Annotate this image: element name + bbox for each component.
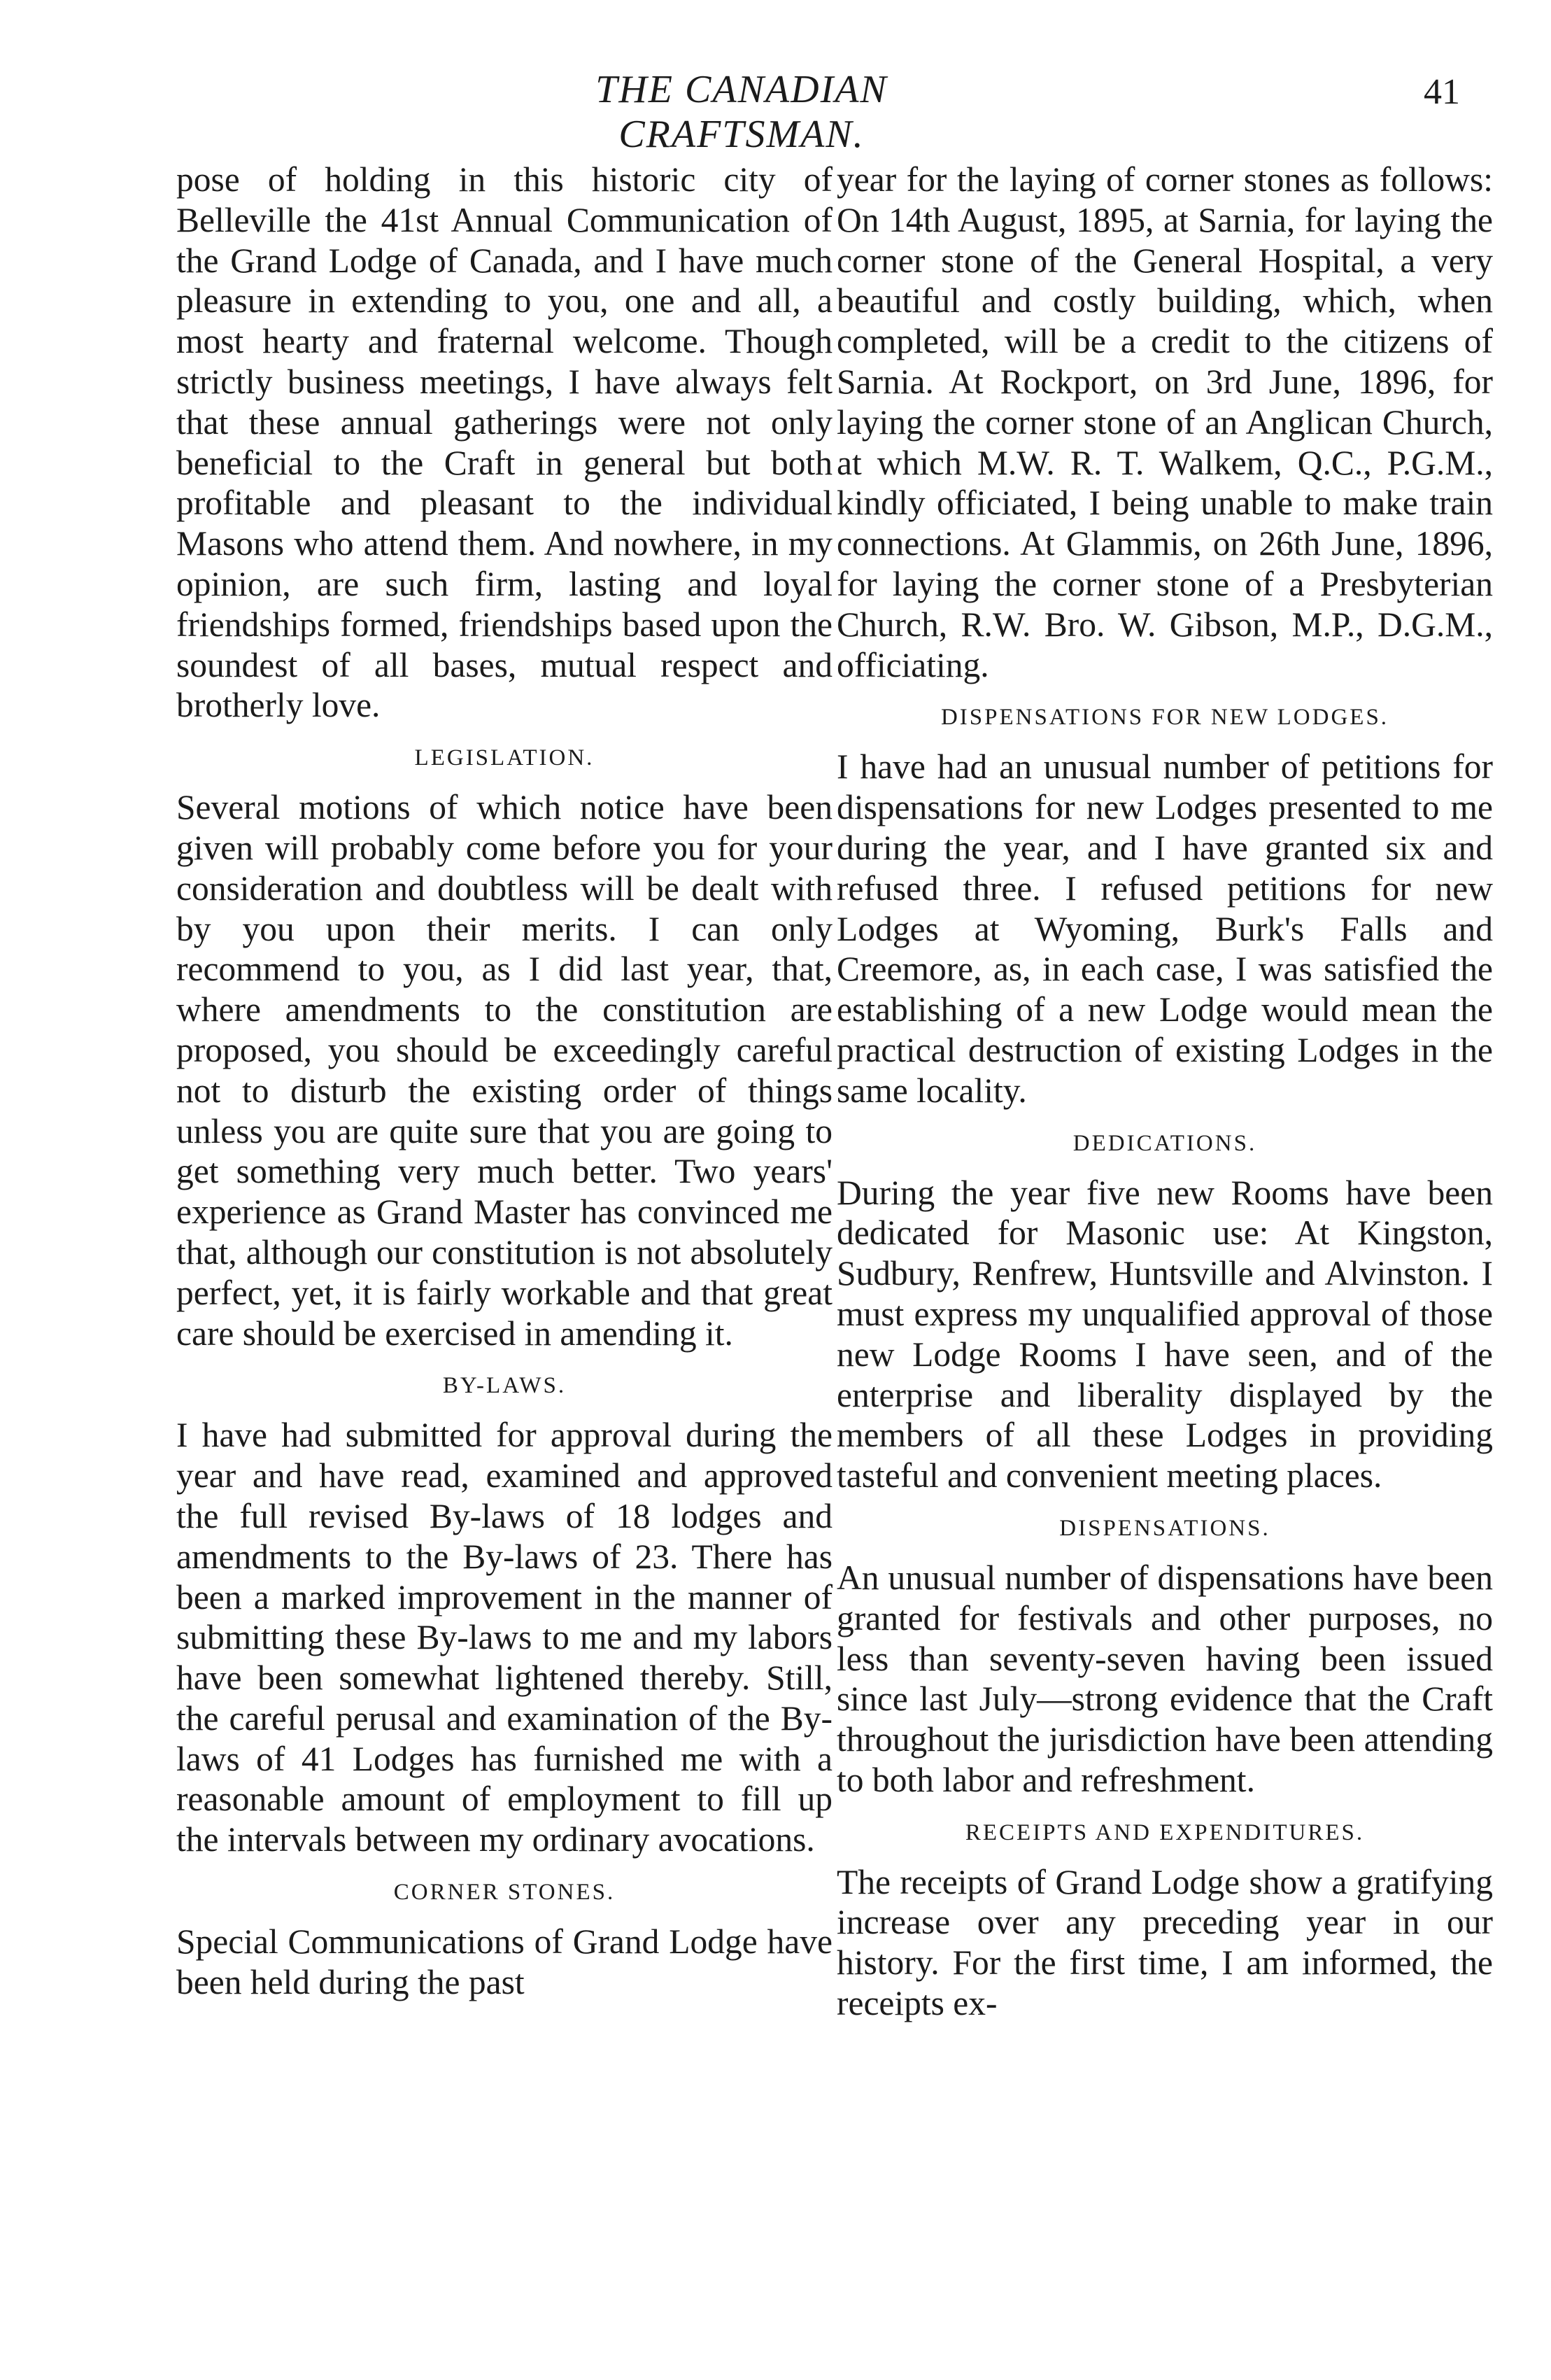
paragraph-dedications: During the year five new Rooms have been dedicated for Masonic use: At Kingston, Sudbury, Renfrew, Huntsville and Alvinston. I must express my unqualified approval of those new Lodge Rooms I have seen, and of the enterprise and liberality displayed by the members of all these Lodges in providing tasteful and convenient meeting places.	[837, 1173, 1493, 1495]
page-number: 41	[1424, 72, 1460, 112]
section-heading-dispensations: DISPENSATIONS.	[1059, 1515, 1270, 1541]
section-heading-receipts-expenditures: RECEIPTS AND EXPENDITURES.	[965, 1819, 1365, 1845]
paragraph-corner-stones-continued: year for the laying of corner stones as follows: On 14th August, 1895, at Sarnia, for laying the corner stone of the General Hospital, a very beautiful and costly building, which, when completed, will be a credit to the citizens of Sarnia. At Rockport, on 3rd June, 1896, for laying the corner stone of an Anglican Church, at which M.W. R. T. Walkem, Q.C., P.G.M., kindly officiated, I being unable to make train connections. At Glammis, on 26th June, 1896, for laying the corner stone of a Presbyterian Church, R.W. Bro. W. Gibson, M.P., D.G.M., officiating.	[837, 160, 1493, 684]
section-heading-corner-stones: CORNER STONES.	[393, 1880, 616, 1906]
paragraph-dispensations-new-lodges: I have had an unusual number of petitions for dispensations for new Lodges presented to me during the year, and I have granted six and refused three. I refused petitions for new Lodges at Wyoming, Burk's Falls and Creemore, as, in each case, I was satisfied the establishing of a new Lodge would mean the practical destruction of existing Lodges in the same locality.	[837, 747, 1493, 1110]
paragraph-dispensations: An unusual number of dispensations have been granted for festivals and other purposes, no less than seventy-seven having been issued since last July—strong evidence that the Craft throughout the jurisdiction have been attending to both labor and refreshment.	[837, 1558, 1493, 1799]
running-head	[0, 67, 1551, 156]
section-heading-dedications: DEDICATIONS.	[1072, 1130, 1257, 1156]
paragraph-corner-stones-start: Special Communications of Grand Lodge have been held during the past	[176, 1922, 833, 2001]
section-heading-bylaws: BY-LAWS.	[442, 1373, 567, 1399]
section-heading-dispensations-new-lodges: DISPENSATIONS FOR NEW LODGES.	[940, 705, 1389, 731]
section-heading-legislation: LEGISLATION.	[414, 745, 595, 771]
paragraph-bylaws: I have had submitted for approval during the year and have read, examined and approved the full revised By-laws of 18 lodges and amendments to the By-laws of 23. There has been a marked improvement in the manner of submitting these By-laws to me and my labors have been somewhat lightened thereby. Still, the careful perusal and examination of the By-laws of 41 Lodges has furnished me with a reasonable amount of employment to fill up the intervals between my ordinary avocations.	[176, 1416, 833, 1859]
left-column	[176, 160, 833, 2003]
running-title: THE CANADIAN CRAFTSMAN.	[595, 68, 888, 156]
paragraph-welcome: pose of holding in this historic city of Belleville the 41st Annual Communication of the Grand Lodge of Canada, and I have much pleasure in extending to you, one and all, a most hearty and fraternal welcome. Though strictly business meetings, I have always felt that these annual gatherings were not only beneficial to the Craft in general but both profitable and pleasant to the individual Masons who attend them. And nowhere, in my opinion, are such firm, lasting and loyal friendships formed, friendships based upon the soundest of all bases, mutual respect and brotherly love.	[176, 160, 833, 725]
right-column	[837, 160, 1493, 2024]
paragraph-receipts: The receipts of Grand Lodge show a gratifying increase over any preceding year in our history. For the first time, I am informed, the receipts ex-	[837, 1862, 1493, 2023]
paragraph-legislation: Several motions of which notice have been given will probably come before you for your consideration and doubtless will be dealt with by you upon their merits. I can only recommend to you, as I did last year, that, where amendments to the constitution are proposed, you should be exceedingly careful not to disturb the existing order of things unless you are quite sure that you are going to get something very much better. Two years' experience as Grand Master has convinced me that, although our constitution is not absolutely perfect, yet, it is fairly workable and that great care should be exercised in amending it.	[176, 788, 833, 1353]
